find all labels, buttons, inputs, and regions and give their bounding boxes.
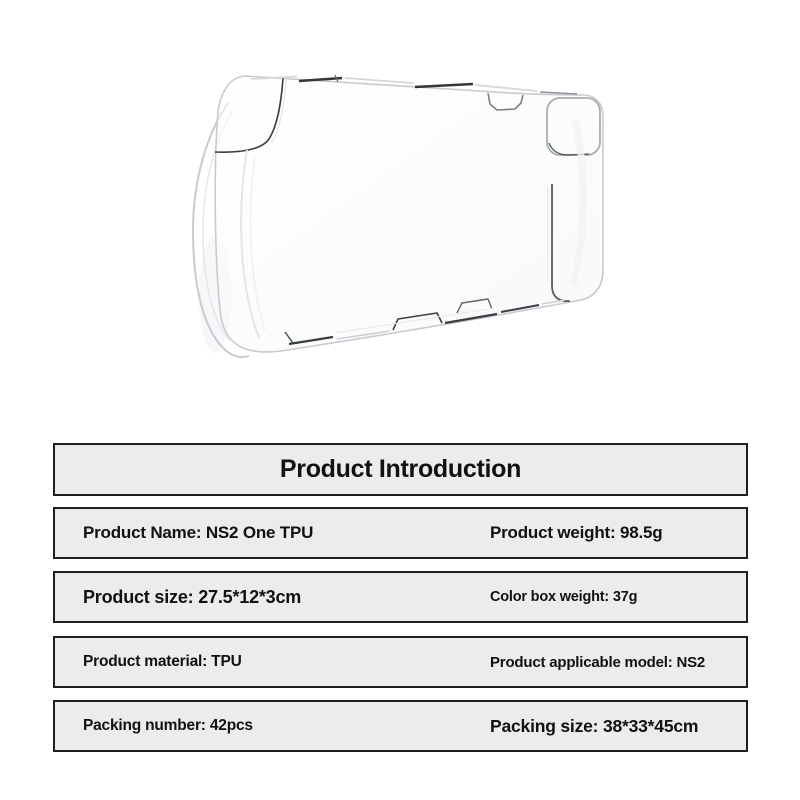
spec-product-name: Product Name: NS2 One TPU	[83, 523, 314, 542]
product-info-table	[53, 443, 748, 752]
spec-row-material-model	[53, 636, 748, 688]
spec-packing-number: Packing number: 42pcs	[83, 717, 253, 734]
spec-row-packing	[53, 700, 748, 752]
spec-packing-size: Packing size: 38*33*45cm	[490, 715, 699, 736]
tpu-case-icon	[185, 50, 645, 390]
spec-colorbox-weight: Color box weight: 37g	[490, 589, 638, 605]
table-title	[53, 443, 748, 496]
spec-row-size-boxweight	[53, 571, 748, 623]
spec-product-weight: Product weight: 98.5g	[490, 523, 663, 542]
spec-product-size: Product size: 27.5*12*3cm	[83, 586, 302, 607]
spec-product-material: Product material: TPU	[83, 653, 242, 670]
spec-applicable-model: Product applicable model: NS2	[490, 653, 706, 671]
table-title-text: Product Introduction	[279, 455, 522, 483]
spec-row-name-weight	[53, 507, 748, 559]
product-photo	[185, 50, 645, 390]
